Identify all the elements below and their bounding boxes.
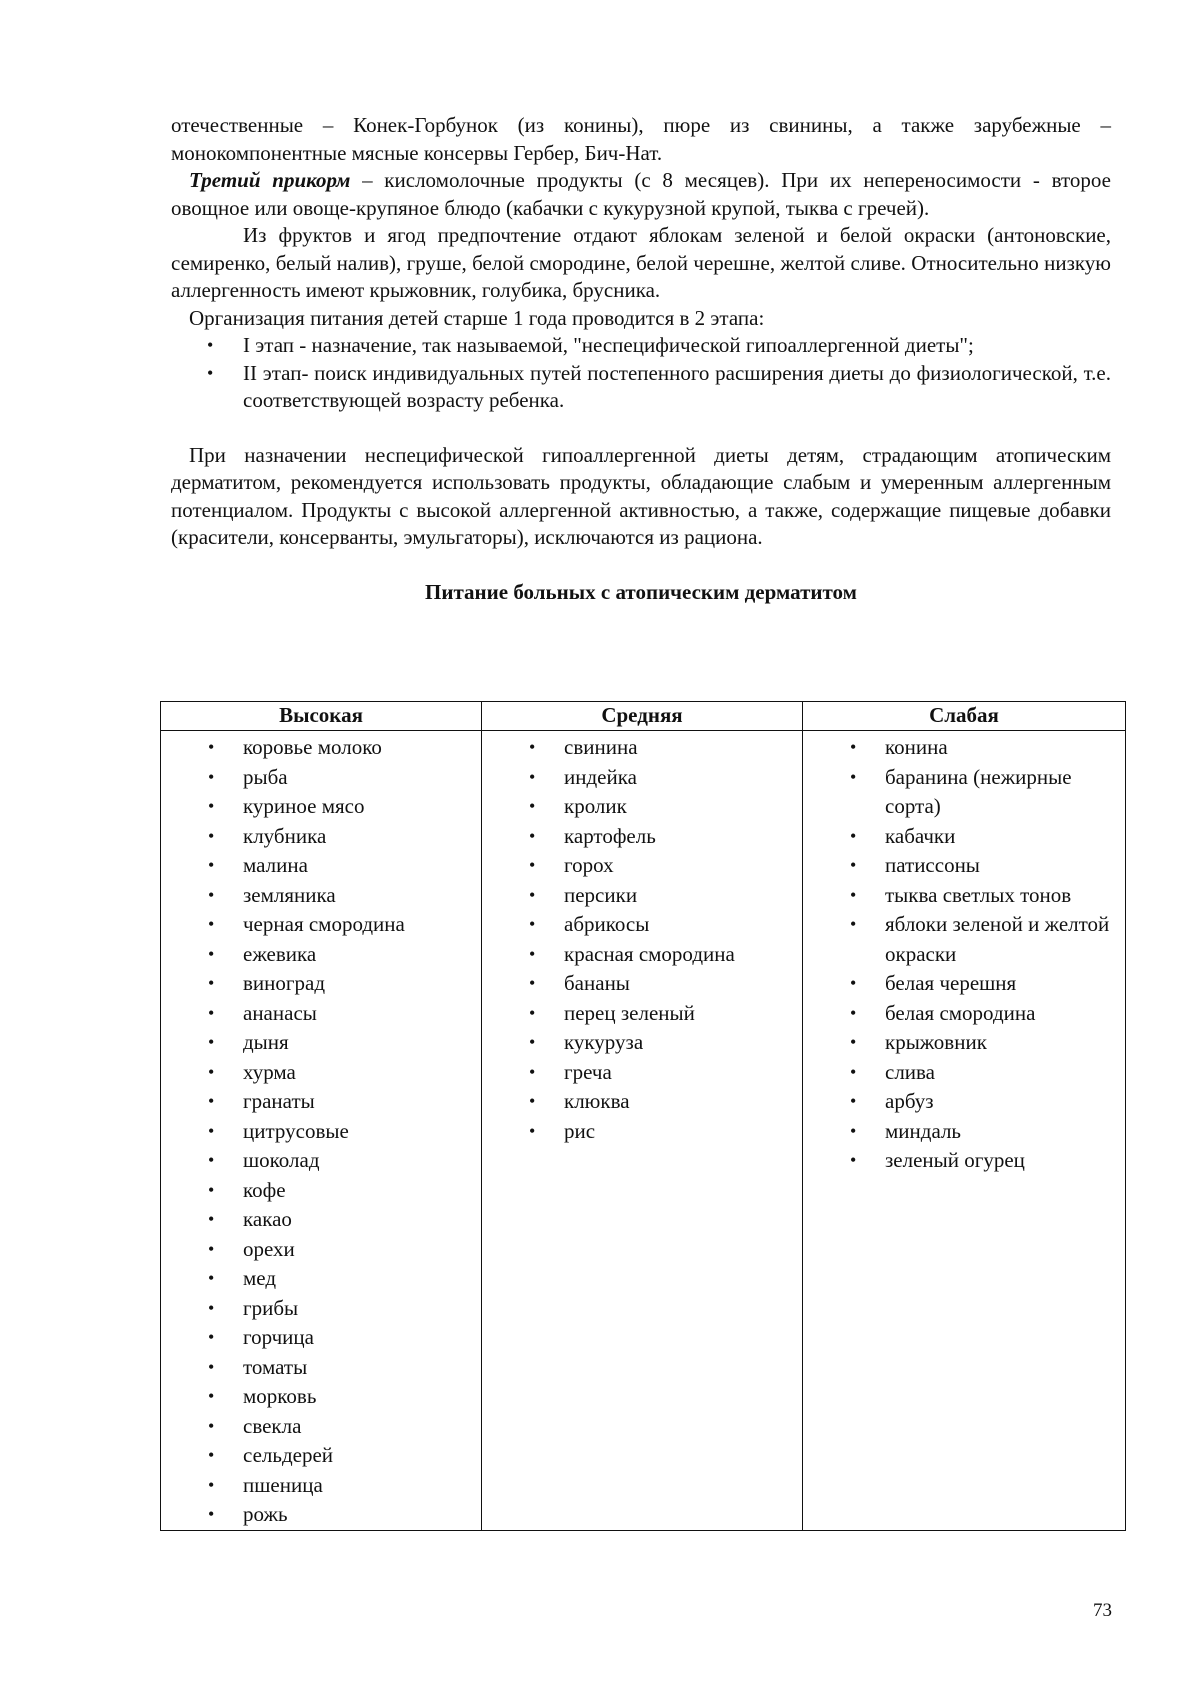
food-item: картофель [564,823,656,848]
list-item [161,1058,481,1088]
food-item: тыква светлых тонов [885,882,1072,907]
bullet-icon: • [208,943,215,964]
food-item: ананасы [243,1000,317,1025]
list-item [482,1087,802,1117]
list-item [161,999,481,1029]
list-item [161,822,481,852]
bullet-icon: • [208,1002,215,1023]
bullet-icon: • [208,1504,215,1524]
list-item [803,999,1125,1029]
food-item: красная смородина [564,941,735,966]
high-allergen-list [161,733,481,1530]
food-item: хурма [243,1059,296,1084]
bullet-icon: • [850,1091,857,1111]
food-item: кабачки [885,823,956,848]
bullet-icon: • [208,1445,215,1465]
list-item [161,1205,481,1235]
food-item: конина [885,735,948,759]
bullet-icon: • [529,855,536,875]
list-item [482,999,802,1029]
food-item: перец зеленый [564,1000,695,1025]
list-item [482,940,802,970]
food-item: клубника [243,823,327,848]
food-item: виноград [243,971,326,995]
document-body [171,112,1111,630]
list-item [482,881,802,911]
food-item: патиссоны [885,853,980,877]
third-feeding-term: Третий прикорм [189,168,351,192]
bullet-icon: • [850,825,857,846]
list-item [161,763,481,793]
list-item [161,1087,481,1117]
food-item: бананы [564,971,630,995]
paragraph-organization: Организация питания детей старше 1 года проводится в 2 этапа: [189,305,765,330]
food-item: куриное мясо [243,794,365,818]
list-item [161,1117,481,1147]
paragraph-diet: При назначении неспецифической гипоаллергенной диеты детям, страдающим атопическим дерматитом, рекомендуется использовать продукты, обладающие слабым и умеренным аллергенным потенциалом. Продукты с высокой аллергенной активностью, а также, содержащие пищевые добавки (красители, консерванты, эмульгаторы), исключаются из рациона. [171,442,1111,549]
list-item [803,1087,1125,1117]
bullet-icon: • [208,1238,215,1259]
food-item: томаты [243,1354,308,1379]
food-item: пшеница [243,1472,323,1497]
bullet-icon: • [208,737,215,757]
bullet-icon: • [208,1268,215,1288]
list-item [482,1028,802,1058]
list-item [803,1058,1125,1088]
food-item: морковь [243,1384,317,1408]
list-item [803,733,1125,763]
list-item [161,1412,481,1442]
bullet-icon: • [208,884,215,905]
paragraph-third-feeding [171,167,1111,222]
bullet-icon: • [208,1179,215,1200]
bullet-icon: • [208,1415,215,1436]
food-item: крыжовник [885,1030,987,1054]
list-item [161,1294,481,1324]
list-item [482,792,802,822]
bullet-icon: • [208,796,215,816]
list-item [161,1353,481,1383]
paragraph-1-line-1: отечественные – Конек-Горбунок (из конины), пюре из свинины, а также зарубежные – [171,113,1111,137]
list-item [161,851,481,881]
list-item [161,1264,481,1294]
list-item [482,910,802,940]
bullet-icon: • [207,362,214,383]
bullet-icon: • [529,1032,536,1052]
list-item [803,1028,1125,1058]
food-item: черная смородина [243,912,405,936]
bullet-icon: • [850,855,857,875]
list-item [161,969,481,999]
bullet-icon: • [529,796,536,816]
bullet-icon: • [529,737,536,757]
food-item: сельдерей [243,1443,334,1467]
bullet-icon: • [208,1297,215,1318]
food-item: земляника [243,882,336,907]
list-item [161,1441,481,1471]
column-high [161,731,482,1531]
bullet-icon: • [850,1002,857,1023]
bullet-icon: • [529,884,536,905]
bullet-icon: • [207,335,214,355]
bullet-icon: • [529,1002,536,1023]
list-item [803,763,1125,822]
food-item: свинина [564,735,638,759]
food-item: арбуз [885,1089,934,1113]
list-item [803,969,1125,999]
table-header-row [161,702,1126,731]
bullet-icon: • [850,766,857,787]
bullet-icon: • [850,884,857,905]
bullet-icon: • [208,766,215,787]
food-item: слива [885,1059,935,1084]
bullet-icon: • [208,1120,215,1141]
bullet-icon: • [208,1386,215,1406]
food-item: шоколад [243,1148,320,1172]
food-item: белая смородина [885,1000,1036,1025]
bullet-icon: • [850,1032,857,1052]
bullet-icon: • [850,1120,857,1141]
food-item: клюква [564,1089,630,1113]
food-item: белая черешня [885,971,1017,995]
food-item: индейка [564,764,637,789]
third-feeding-text: – кисломолочные продукты (с 8 месяцев). При их непереносимости - второе овощное или овоще-крупяное блюдо (кабачки с кукурузной крупой, тыква с гречей). [171,168,1111,220]
list-item [803,881,1125,911]
food-item: абрикосы [564,912,650,936]
list-item [482,1058,802,1088]
paragraph-fruits: Из фруктов и ягод предпочтение отдают яблокам зеленой и белой окраски (антоновские, семиренко, белый налив), груше, белой смородине, белой черешне, желтой сливе. Относительно низкую аллергенность имеют крыжовник, голубика, брусника. [171,223,1111,302]
header-medium: Средняя [482,702,803,731]
paragraph-1-line-2: монокомпонентные мясные консервы Гербер, Бич-Нат. [171,140,663,165]
bullet-icon: • [529,825,536,846]
bullet-icon: • [208,1032,215,1052]
bullet-icon: • [529,973,536,993]
food-item: горчица [243,1325,314,1349]
list-item [161,910,481,940]
list-item [803,822,1125,852]
food-item: мед [243,1266,277,1290]
bullet-icon: • [529,1091,536,1111]
food-item: яблоки зеленой и желтой окраски [885,912,1110,966]
bullet-icon: • [529,943,536,964]
food-item: рыба [243,764,288,789]
bullet-icon: • [529,1061,536,1082]
food-item: зеленый огурец [885,1148,1025,1172]
column-low [803,731,1126,1531]
list-item [482,733,802,763]
bullet-icon: • [529,1120,536,1141]
spacer [171,415,1111,442]
food-item: какао [243,1207,292,1231]
food-item: рожь [243,1502,288,1526]
list-item [161,1323,481,1353]
bullet-icon: • [850,737,857,757]
stage-item [171,332,1111,360]
food-item: кофе [243,1177,286,1202]
page-number: 73 [1093,1600,1112,1621]
allergen-table [160,701,1126,1531]
stage-text: I этап - назначение, так называемой, "неспецифической гипоаллергенной диеты"; [243,333,974,357]
food-item: миндаль [885,1118,962,1143]
list-item [482,763,802,793]
bullet-icon: • [208,1091,215,1111]
bullet-icon: • [208,1327,215,1347]
list-item [803,1117,1125,1147]
bullet-icon: • [208,914,215,934]
food-item: кролик [564,794,627,818]
list-item [161,1146,481,1176]
bullet-icon: • [208,1061,215,1082]
food-item: кукуруза [564,1030,644,1054]
column-medium [482,731,803,1531]
bullet-icon: • [529,914,536,934]
bullet-icon: • [208,973,215,993]
bullet-icon: • [208,1356,215,1377]
food-item: малина [243,853,308,877]
bullet-icon: • [529,766,536,787]
food-item: орехи [243,1236,295,1261]
food-item: горох [564,853,614,877]
food-item: грибы [243,1295,299,1320]
list-item [803,1146,1125,1176]
list-item [161,1028,481,1058]
stages-list [171,332,1111,415]
bullet-icon: • [208,1209,215,1229]
list-item [161,1235,481,1265]
list-item [482,1117,802,1147]
bullet-icon: • [208,855,215,875]
stage-item [171,360,1111,415]
list-item [161,1382,481,1412]
table-body-row [161,731,1126,1531]
food-item: цитрусовые [243,1118,349,1143]
food-item: ежевика [243,941,317,966]
bullet-icon: • [208,1150,215,1170]
food-item: гранаты [243,1089,315,1113]
header-low: Слабая [803,702,1126,731]
food-item: баранина (нежирные сорта) [885,764,1072,818]
bullet-icon: • [850,1150,857,1170]
food-item: греча [564,1059,612,1084]
food-item: коровье молоко [243,735,382,759]
list-item [161,881,481,911]
list-item [161,1176,481,1206]
list-item [161,733,481,763]
bullet-icon: • [850,1061,857,1082]
list-item [482,969,802,999]
header-high: Высокая [161,702,482,731]
list-item [482,822,802,852]
list-item [161,940,481,970]
list-item [161,1500,481,1530]
table-caption: Питание больных с атопическим дерматитом [425,579,857,604]
list-item [161,792,481,822]
list-item [803,851,1125,881]
food-item: свекла [243,1413,302,1438]
list-item [161,1471,481,1501]
low-allergen-list [803,733,1125,1176]
bullet-icon: • [850,973,857,993]
stage-text: II этап- поиск индивидуальных путей постепенного расширения диеты до физиологической, т.е. соответствующей возрасту ребенка. [243,360,1111,412]
food-item: дыня [243,1030,289,1054]
bullet-icon: • [850,914,857,934]
list-item [482,851,802,881]
bullet-icon: • [208,1474,215,1495]
medium-allergen-list [482,733,802,1146]
food-item: рис [564,1118,596,1143]
food-item: персики [564,882,638,907]
bullet-icon: • [208,825,215,846]
list-item [803,910,1125,969]
